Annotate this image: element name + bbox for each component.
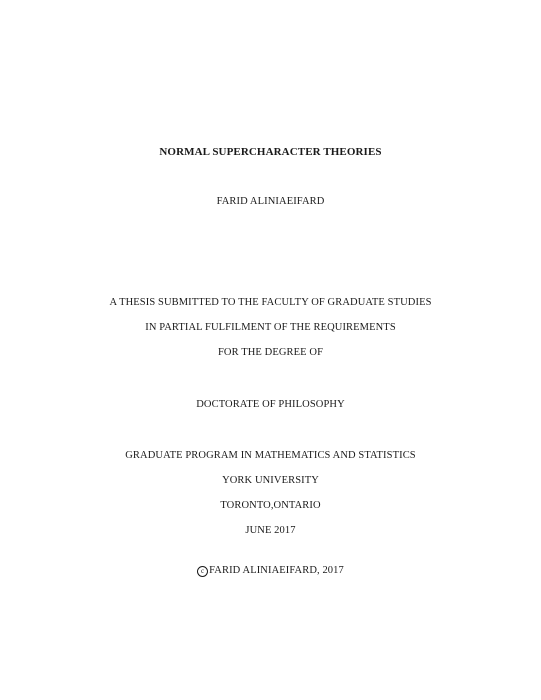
degree-name: DOCTORATE OF PHILOSOPHY xyxy=(196,399,345,410)
author-name: FARID ALINIAEIFARD xyxy=(216,196,325,207)
submission-statement-line-1: A THESIS SUBMITTED TO THE FACULTY OF GRADUATE STUDIES xyxy=(109,297,432,308)
copyright-line xyxy=(197,565,344,577)
thesis-title: NORMAL SUPERCHARACTER THEORIES xyxy=(159,146,382,158)
university-name: YORK UNIVERSITY xyxy=(222,475,319,486)
submission-statement-line-2: IN PARTIAL FULFILMENT OF THE REQUIREMENTS xyxy=(145,322,396,333)
graduate-program: GRADUATE PROGRAM IN MATHEMATICS AND STATISTICS xyxy=(125,450,416,461)
location: TORONTO,ONTARIO xyxy=(220,500,321,511)
submission-statement-line-3: FOR THE DEGREE OF xyxy=(217,347,324,358)
submission-date: JUNE 2017 xyxy=(245,525,296,536)
copyright-notice xyxy=(0,565,541,577)
copyright-text: FARID ALINIAEIFARD, 2017 xyxy=(209,565,344,576)
copyright-icon: c xyxy=(197,566,208,577)
